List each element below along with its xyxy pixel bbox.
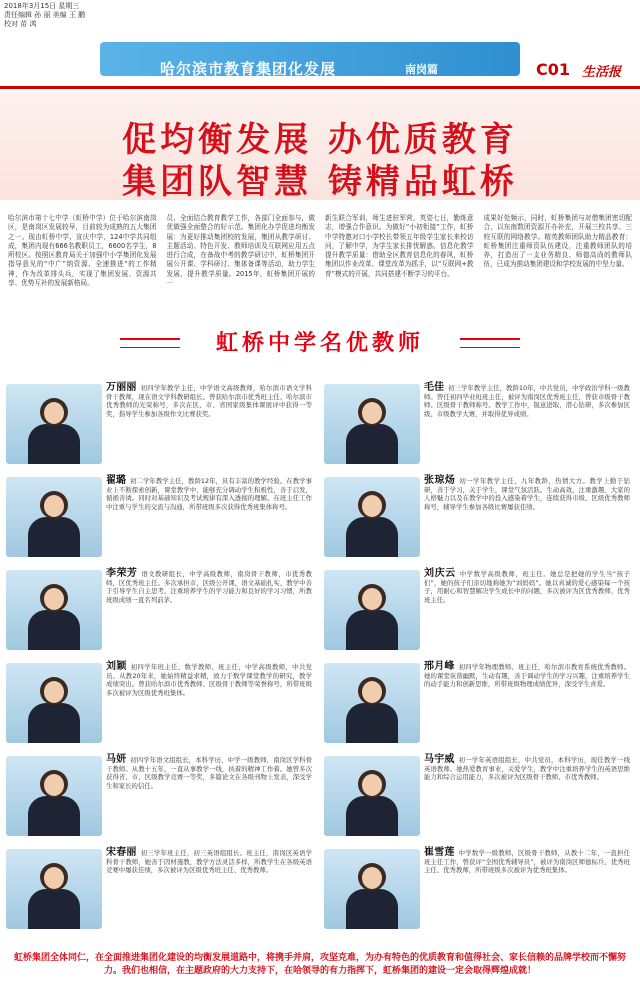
left-ornament — [120, 338, 180, 348]
teacher-name: 刘颖 — [106, 661, 127, 672]
teacher-name: 邢月峰 — [424, 661, 455, 672]
teacher-photo — [324, 570, 420, 650]
teacher-bio — [424, 477, 630, 511]
teacher-card — [6, 477, 316, 565]
teacher-name: 万丽丽 — [106, 382, 137, 393]
teacher-description: 语文教研组长，中学高级教师，南岗骨干教师，市优秀教师，区优秀班主任。多次承担市、区级公开课，语文基础扎实，教学中善于引导学生自主思考，注重培养学生的学习能力和良好的学习习惯，所教班级成绩一直名列前茅。 — [106, 570, 312, 604]
teacher-description: 初三学年教学主任，教龄10年，中共党员，中学政治学科一级教师。曾任初四毕业班班主任，被评为南岗区优秀班主任，曾获市级骨干教师、区级骨干教师称号。教学工作中，锐意进取，潜心钻研，多次参加区级、市级教学大赛，并取得优异成绩。 — [424, 384, 630, 418]
teacher-photo — [6, 477, 102, 557]
teacher-photo — [6, 570, 102, 650]
teacher-photo — [324, 663, 420, 743]
teacher-description: 初四学年教学主任，中学语文高级教师，哈尔滨市语文学科骨干教师，现在语文学科教研组长。曾获哈尔滨市优秀班主任、哈尔滨市优秀教师的光荣称号，多次在区、市、省国家级集体课展评中获得一等奖，指导学生参加各级作文比赛获奖。 — [106, 384, 313, 418]
teacher-description: 初一学年教学主任，九年教龄，热情大方。教学上勤于钻研，善于学习，关于学生，课堂气氛活跃。生动高效，注重激趣，大家的人格魅力以及在教学中的投入感染着学生，连续获得市级、区级优秀教师称号，辅导学生参加各级比赛屡获佳绩。 — [424, 477, 630, 511]
teacher-card — [6, 849, 316, 937]
teacher-card — [324, 570, 634, 658]
teacher-name: 翟璐 — [106, 475, 127, 486]
intro-column-2: 员、全面结合教育教学工作，各部门全面参与，做优做强全面整合的好示范。集团化办学促进均衡发展：为更好推动集团校的发展，集团从教学研讨、主题活动、特色开发、教师培训及互联网应用五点进行合成，在备战中考的教学研讨中，虹桥集团开展公开课、学科研讨、集体备课等活动，助力学生发展，提升教学质量。2015年，虹桥集团开展的一 — [166, 214, 315, 288]
teacher-card — [324, 756, 634, 844]
section-banner — [110, 326, 530, 366]
teacher-card — [324, 384, 634, 472]
teacher-card — [324, 663, 634, 751]
teacher-description: 初三学年班主任，初三英语组组长。班主任，南岗区英语学科骨干教师，她善于因材施教，教学方法灵活多样，所教学生在各级英语竞赛中屡获佳绩，多次被评为区级优秀班主任、优秀教师。 — [106, 849, 313, 875]
teacher-description: 中学数学高级教师，班主任。她总是把她的学生当“孩子们”，她的孩子们亲切地称她为“刘妈妈”。她以真诚的爱心感染每一个孩子，用耐心和智慧解决学生成长中的问题，多次被评为区优秀教师、优秀班主任。 — [424, 570, 630, 604]
teacher-description: 初一学年英语组组长，中共党员，本科学历，现任教学一线英语教师。她热爱教育事业，关爱学生，教学中注重培养学生的英语思维能力和综合运用能力，多次被评为区级骨干教师、市优秀教师。 — [424, 756, 631, 782]
headline-line-1: 促均衡发展 办优质教育 — [122, 120, 518, 160]
section-banner-title: 虹桥中学名优教师 — [215, 330, 424, 356]
intro-article — [8, 214, 632, 324]
teacher-bio — [106, 570, 312, 604]
teacher-name: 张琼炀 — [424, 475, 456, 486]
teacher-card — [324, 849, 634, 937]
issue-date: 2018年3月15日 星期三 — [4, 2, 80, 10]
teacher-bio — [424, 663, 630, 689]
teacher-description: 初四学年班主任、数学教师，班主任，中学高级教师，中共党员。从教20年来，她始终精益求精，致力于数学课堂教学的研究，教学成绩突出。曾获哈尔滨市优秀教师、区级骨干教师等荣誉称号，所带班级多次被评为区级优秀班集体。 — [106, 663, 313, 697]
teacher-bio — [424, 570, 630, 604]
teacher-card — [6, 756, 316, 844]
teacher-name: 马妍 — [106, 754, 127, 765]
teacher-bio — [424, 849, 630, 875]
teacher-bio — [106, 756, 312, 790]
teacher-card — [324, 477, 634, 565]
section-title: 哈尔滨市教育集团化发展 — [160, 60, 337, 78]
page-header — [0, 0, 640, 90]
issue-info — [4, 2, 94, 29]
teacher-bio — [106, 384, 312, 418]
teacher-bio — [106, 849, 312, 875]
section-subtitle: 南岗篇 — [405, 63, 438, 76]
teacher-description: 初二学年教学主任，教龄12年，具有丰富的教学经验。在教学事业上不断探索创新，课堂教学中，能够充分调动学生积极性，善于启发，循循善诱。同时对基础知识及考试规律有深入透彻的理解。在班主任工作中注重与学生的交流与沟通，所带班级多次获得优秀班集体称号。 — [106, 477, 312, 511]
page-number: C01 — [536, 60, 571, 79]
issue-editor: 责任编辑 孙 丽 美编 王 鹏 校对 苗 鸿 — [4, 11, 86, 28]
teacher-name: 马宇威 — [424, 754, 455, 765]
footer-text: 虹桥集团全体同仁，在全面推进集团化建设的均衡发展道路中，将携手并肩，攻坚克难，为办有特色的优质教育和值得社会、家长信赖的品牌学校而不懈努力。我们也相信，在主题政府的大力支持下，在哈领导的有力指挥下，虹桥集团的建设一定会取得辉煌成就！ — [13, 953, 626, 976]
teacher-description: 中学数学一级教师，区级骨干教师，从教十二年，一直担任班主任工作，曾获评“全国优秀辅导员”，被评为南岗区师德标兵、优秀班主任、优秀教师，所带班级多次被评为优秀班集体。 — [424, 849, 631, 875]
teacher-photo — [6, 663, 102, 743]
teacher-bio — [424, 756, 630, 782]
teacher-name: 宋春丽 — [106, 847, 137, 858]
teacher-photo — [6, 756, 102, 836]
intro-column-3: 新生联合军训，师生进驻军营，英姿七日，勤练意志，增强合作意识。为做好“小初衔接”工作，虹桥中学特邀对口小学校长带领五年级学生家长来校访问，了解中学，为学生家长排忧解惑。信息化教学提升教学质量：借助全区教育信息化的春风，虹桥集团以作业改革、课堂改革为抓手，以“互联网+教育”模式的开展，共同搭建不断学习的平台。 — [325, 214, 474, 278]
teacher-photo — [324, 756, 420, 836]
teacher-photo — [324, 477, 420, 557]
teacher-name: 刘庆云 — [424, 568, 456, 579]
teacher-name: 崔雪莲 — [424, 847, 455, 858]
teacher-photo — [6, 849, 102, 929]
teacher-bio — [106, 663, 312, 697]
footer — [0, 950, 640, 992]
teacher-description: 初四学年物理教师、班主任，哈尔滨市教育系统优秀教师。她的课堂诙谐幽默，生动有趣，善于调动学生的学习兴趣，注重培养学生的动手能力和创新思维，所带班级物理成绩优异，深受学生喜爱。 — [424, 663, 631, 689]
teacher-photo — [324, 849, 420, 929]
teacher-photo — [324, 384, 420, 464]
headline-line-2: 集团队智慧 铸精品虹桥 — [122, 162, 518, 202]
teacher-description: 初四学年语文组组长，本科学历，中学一级教师，南岗区学科骨干教师。从教十五年，一直从事教学一线，执着的精神工作着。她曾多次获得省、市、区级教学竞赛一等奖，多篇论文在各级刊物上发表，深受学生和家长的信任。 — [106, 756, 313, 790]
teacher-card — [6, 570, 316, 658]
newspaper-logo: 生活报 — [582, 65, 622, 80]
intro-column-1: 哈尔滨市第十七中学（虹桥中学）位于哈尔滨南岗区，是南岗区发展较早，目前较为成熟的五大集团之一。现由虹桥中学、宣庆中学、124中学共同组成，集团内现有666名教职员工，6600名学生，8所校区。按照区教育局关于加强中小学集团化发展指导意见的“中广”纳资源、全速推进“的工作精神，作为改革排头兵，实现了集团发展、资源共享、优势互补的发展新格局。 — [8, 214, 157, 288]
teacher-bio — [106, 477, 312, 511]
headline-banner — [0, 92, 640, 200]
teacher-name: 毛佳 — [424, 382, 445, 393]
intro-column-4: 成果好处频示，同时，虹桥集团与对僧集团密切配合，以东南数团资源开办补充，开展三校共享、三校互联的网络教学。精英教师团队助力精品教育：虹桥集团注重师资队伍建设，注重教师团队的培养，打造出了一支业务精良、师德高尚的教师队伍，已成为推动集团建设和学校发展的中坚力量。 — [483, 214, 632, 269]
teacher-card — [6, 384, 316, 472]
teacher-card — [6, 663, 316, 751]
teacher-photo — [6, 384, 102, 464]
teacher-bio — [424, 384, 630, 418]
header-rule — [0, 86, 640, 89]
teacher-name: 李荣芳 — [106, 568, 138, 579]
right-ornament — [460, 338, 520, 348]
